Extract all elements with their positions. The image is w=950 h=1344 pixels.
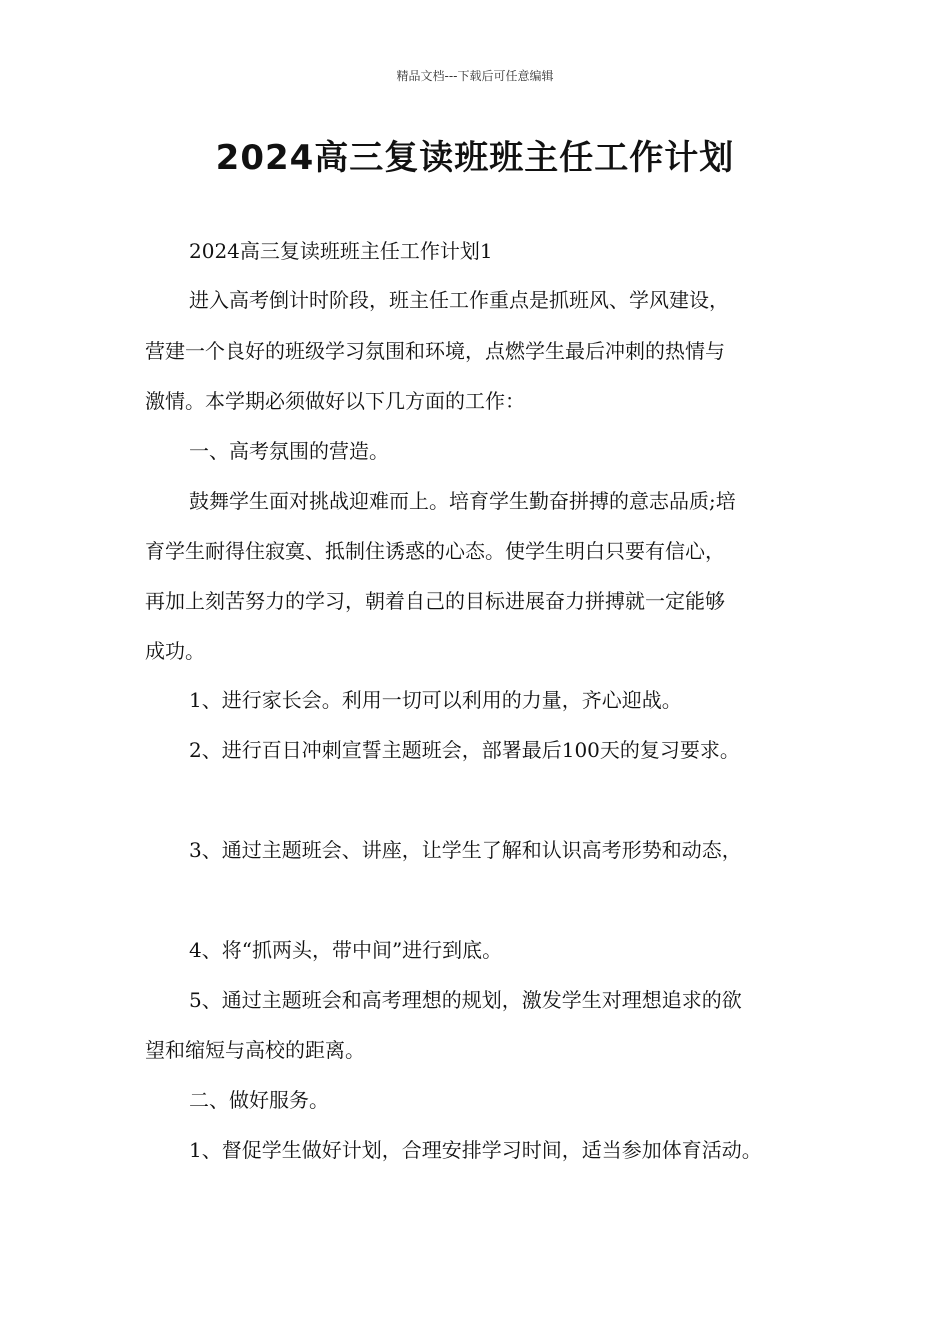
header-note: 精品文档---下载后可任意编辑 bbox=[396, 69, 554, 83]
list-item: 4、将“抓两头，带中间”进行到底。 bbox=[189, 938, 503, 962]
paragraph-line: 进入高考倒计时阶段，班主任工作重点是抓班风、学风建设， bbox=[189, 288, 729, 312]
list-item: 5、通过主题班会和高考理想的规划，激发学生对理想追求的欲 bbox=[189, 988, 742, 1012]
paragraph-line: 育学生耐得住寂寞、抵制住诱惑的心态。使学生明白只要有信心， bbox=[145, 539, 725, 563]
list-item: 3、通过主题班会、讲座，让学生了解和认识高考形势和动态， bbox=[189, 838, 742, 862]
paragraph-line: 再加上刻苦努力的学习，朝着自己的目标进展奋力拼搏就一定能够 bbox=[145, 589, 725, 613]
paragraph-line: 营建一个良好的班级学习氛围和环境，点燃学生最后冲刺的热情与 bbox=[145, 339, 725, 363]
list-item: 2、进行百日冲刺宣誓主题班会，部署最后100天的复习要求。 bbox=[189, 738, 740, 762]
section-heading: 一、高考氛围的营造。 bbox=[189, 439, 389, 463]
paragraph-line: 鼓舞学生面对挑战迎难而上。培育学生勤奋拼搏的意志品质;培 bbox=[189, 489, 736, 513]
paragraph-line: 成功。 bbox=[145, 639, 205, 663]
list-item: 1、督促学生做好计划，合理安排学习时间，适当参加体育活动。 bbox=[189, 1138, 762, 1162]
section-heading: 二、做好服务。 bbox=[189, 1088, 329, 1112]
list-item: 1、进行家长会。利用一切可以利用的力量，齐心迎战。 bbox=[189, 688, 682, 712]
paragraph-line: 激情。本学期必须做好以下几方面的工作： bbox=[145, 389, 525, 413]
subtitle-line: 2024高三复读班班主任工作计划1 bbox=[189, 239, 493, 263]
document-title: 2024高三复读班班主任工作计划 bbox=[215, 138, 735, 178]
paragraph-line: 望和缩短与高校的距离。 bbox=[145, 1038, 365, 1062]
